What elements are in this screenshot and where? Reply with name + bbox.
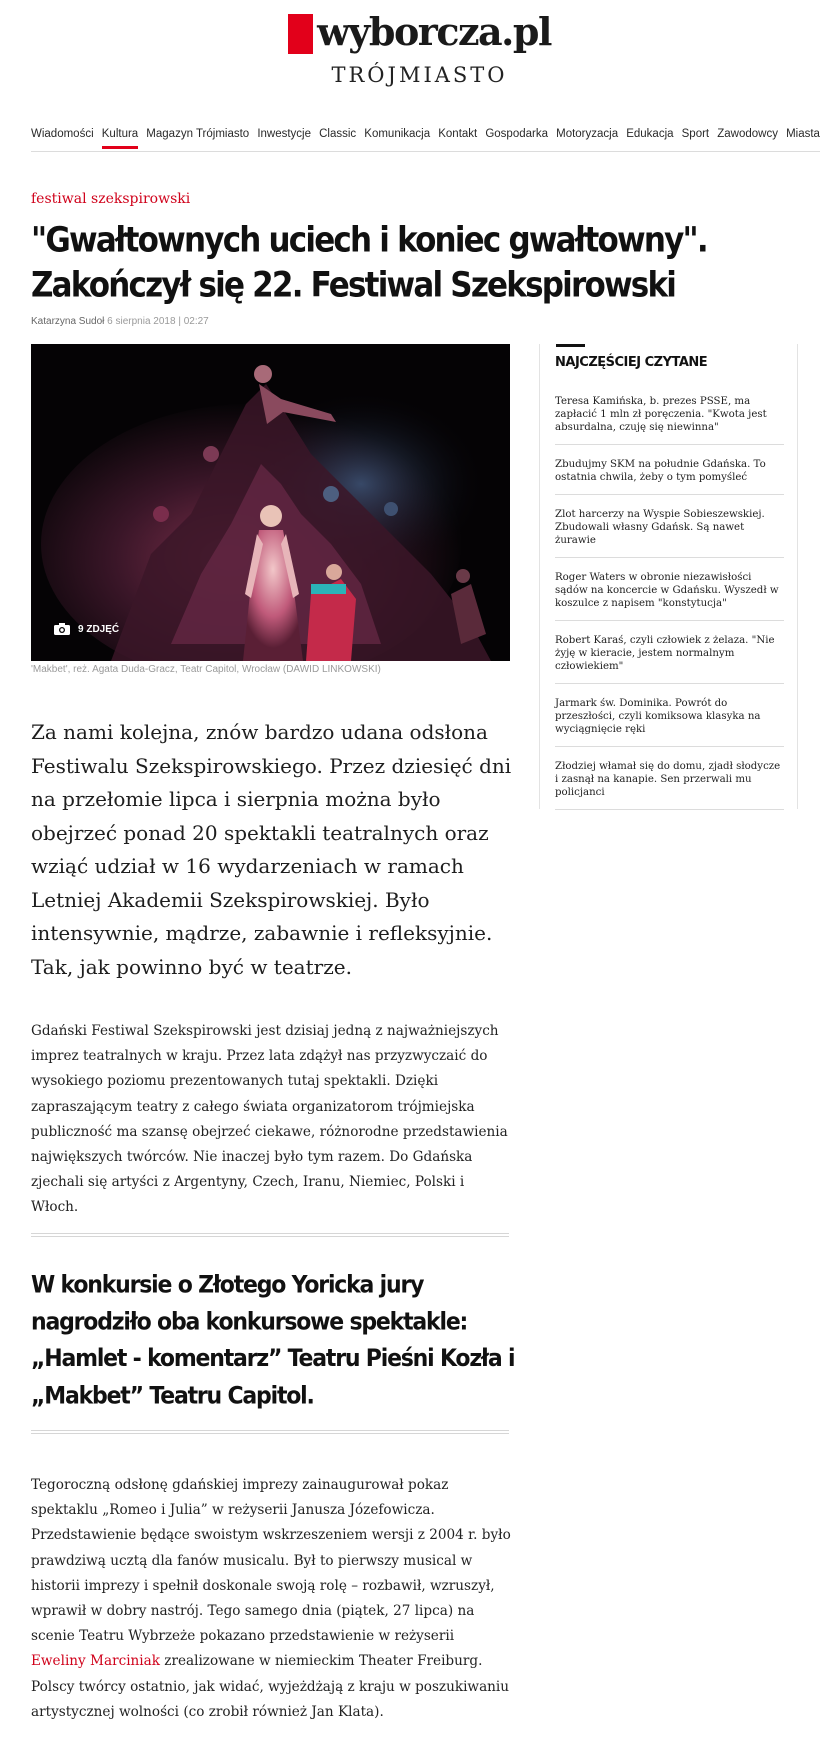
article-subheading: W konkursie o Złotego Yoricka jury nagrodziło oba konkursowe spektakle: „Hamlet - komentarz” Teatru Pieśni Kozła i „Makbet” Teatru Capitol.: [31, 1271, 515, 1410]
nav-item-sport[interactable]: Sport: [681, 128, 710, 140]
main-nav: [31, 120, 820, 152]
article-paragraph-2: [31, 1473, 513, 1725]
nav-item-wiadomosci[interactable]: Wiadomości: [31, 128, 94, 140]
most-read-item[interactable]: Zlot harcerzy na Wyspie Sobieszewskiej. Zbudowali własny Gdańsk. Są nawet żurawie: [555, 495, 784, 558]
nav-item-inwestycje[interactable]: Inwestycje: [257, 128, 311, 140]
logo-subtitle[interactable]: TRÓJMIASTO: [331, 63, 508, 87]
photo-count: 9 ZDJĘĆ: [78, 623, 120, 635]
article-paragraph-1: Gdański Festiwal Szekspirowski jest dzisiaj jedną z najważniejszych imprez teatralnych w kraju. Przez lata zdążył nas przyzwyczaić do wysokiego poziomu prezentowanych tutaj spektakli. Dzięki zapraszającym teatry z całego świata organizatorom trójmiejska publiczność ma szansę obejrzeć ciekawe, różnorodne przedstawienia największych twórców. Nie inaczej było tym razem. Do Gdańska zjechali się artyści z Argentyny, Czech, Iranu, Niemiec, Polski i Włoch.: [31, 1023, 508, 1216]
nav-item-zawodowcy[interactable]: Zawodowcy: [717, 128, 778, 140]
nav-item-gospodarka[interactable]: Gospodarka: [485, 128, 548, 140]
section-divider-bottom: [31, 1430, 509, 1434]
most-read-item[interactable]: Roger Waters w obronie niezawisłości sądów na koncercie w Gdańsku. Wyszedł w koszulce z napisem "konstytucja": [555, 558, 784, 621]
camera-icon: [54, 623, 70, 635]
nav-item-komunikacja[interactable]: Komunikacja: [364, 128, 431, 140]
article-date: 6 sierpnia 2018 | 02:27: [107, 316, 209, 327]
sidebar-title: NAJCZĘŚCIEJ CZYTANE: [555, 355, 708, 370]
most-read-list: [555, 382, 784, 810]
site-header: [0, 9, 839, 87]
article-author[interactable]: Katarzyna Sudoł: [31, 316, 105, 327]
article-photo[interactable]: [31, 344, 510, 661]
photo-caption: 'Makbet', reż. Agata Duda-Gracz, Teatr Capitol, Wrocław (DAWID LINKOWSKI): [31, 664, 381, 675]
section-divider-top: [31, 1233, 509, 1237]
most-read-item[interactable]: Robert Karaś, czyli człowiek z żelaza. "Nie żyję w kieracie, jestem normalnym człowiekiem": [555, 621, 784, 684]
logo-red-square: [288, 14, 313, 54]
site-logo[interactable]: [288, 9, 551, 54]
nav-item-classic[interactable]: Classic: [319, 128, 357, 140]
paragraph-2-text-start: Tegoroczną odsłonę gdańskiej imprezy zainaugurował pokaz spektaklu „Romeo i Julia” w reżyserii Janusza Józefowicza. Przedstawienie będące swoistym wskrzeszeniem wersji z 2004 r. było prawdziwą ucztą dla fanów musicalu. Był to pierwszy musical w historii imprezy i spełnił doskonale swoją rolę – rozbawił, wzruszył, wprawił w dobry nastrój. Tego samego dnia (piątek, 27 lipca) na scenie Teatru Wybrzeże pokazano przedstawienie w reżyserii: [31, 1477, 511, 1645]
director-link[interactable]: Eweliny Marciniak: [31, 1653, 160, 1670]
nav-item-edukacja[interactable]: Edukacja: [626, 128, 674, 140]
most-read-item[interactable]: Teresa Kamińska, b. prezes PSSE, ma zapłacić 1 mln zł poręczenia. "Kwota jest absurdalna, czuję się niewinna": [555, 382, 784, 445]
photo-gallery-badge[interactable]: [54, 623, 119, 635]
article-kicker[interactable]: festiwal szekspirowski: [31, 191, 191, 207]
nav-item-kontakt[interactable]: Kontakt: [438, 128, 478, 140]
nav-item-kultura[interactable]: Kultura: [102, 120, 138, 146]
article-title: "Gwałtownych uciech i koniec gwałtowny". Zakończył się 22. Festiwal Szekspirowski: [31, 220, 707, 306]
photo-stage-scene: [31, 344, 510, 661]
article-lead: Za nami kolejna, znów bardzo udana odsłona Festiwalu Szekspirowskiego. Przez dziesięć dni na przełomie lipca i sierpnia można było obejrzeć ponad 20 spektakli teatralnych oraz wziąć udział w 16 wydarzeniach w ramach Letniej Akademii Szekspirowskiej. Było intensywnie, mądrze, zabawnie i refleksyjnie. Tak, jak powinno być w teatrze.: [31, 720, 512, 979]
nav-item-motoryzacja[interactable]: Motoryzacja: [556, 128, 619, 140]
logo-text: wyborcza.pl: [317, 9, 551, 54]
most-read-item[interactable]: Złodziej włamał się do domu, zjadł słodycze i zasnął na kanapie. Sen przerwali mu policjanci: [555, 747, 784, 810]
nav-item-magazyn-trojmiasto[interactable]: Magazyn Trójmiasto: [146, 128, 250, 140]
sidebar-accent-bar: [556, 344, 585, 347]
most-read-item[interactable]: Jarmark św. Dominika. Powrót do przeszłości, czyli komiksowa klasyka na wyciągnięcie ręki: [555, 684, 784, 747]
nav-item-miasta[interactable]: Miasta: [786, 128, 820, 140]
article-byline: [31, 316, 209, 327]
most-read-item[interactable]: Zbudujmy SKM na południe Gdańska. To ostatnia chwila, żeby o tym pomyśleć: [555, 445, 784, 495]
paragraph-2-text-end: zrealizowane w niemieckim Theater Freiburg. Polscy twórcy ostatnio, jak widać, wyjeżdżają z kraju w poszukiwaniu artystycznej wolności (co zrobił również Jan Klata).: [31, 1653, 510, 1720]
most-read-sidebar: [539, 344, 798, 809]
